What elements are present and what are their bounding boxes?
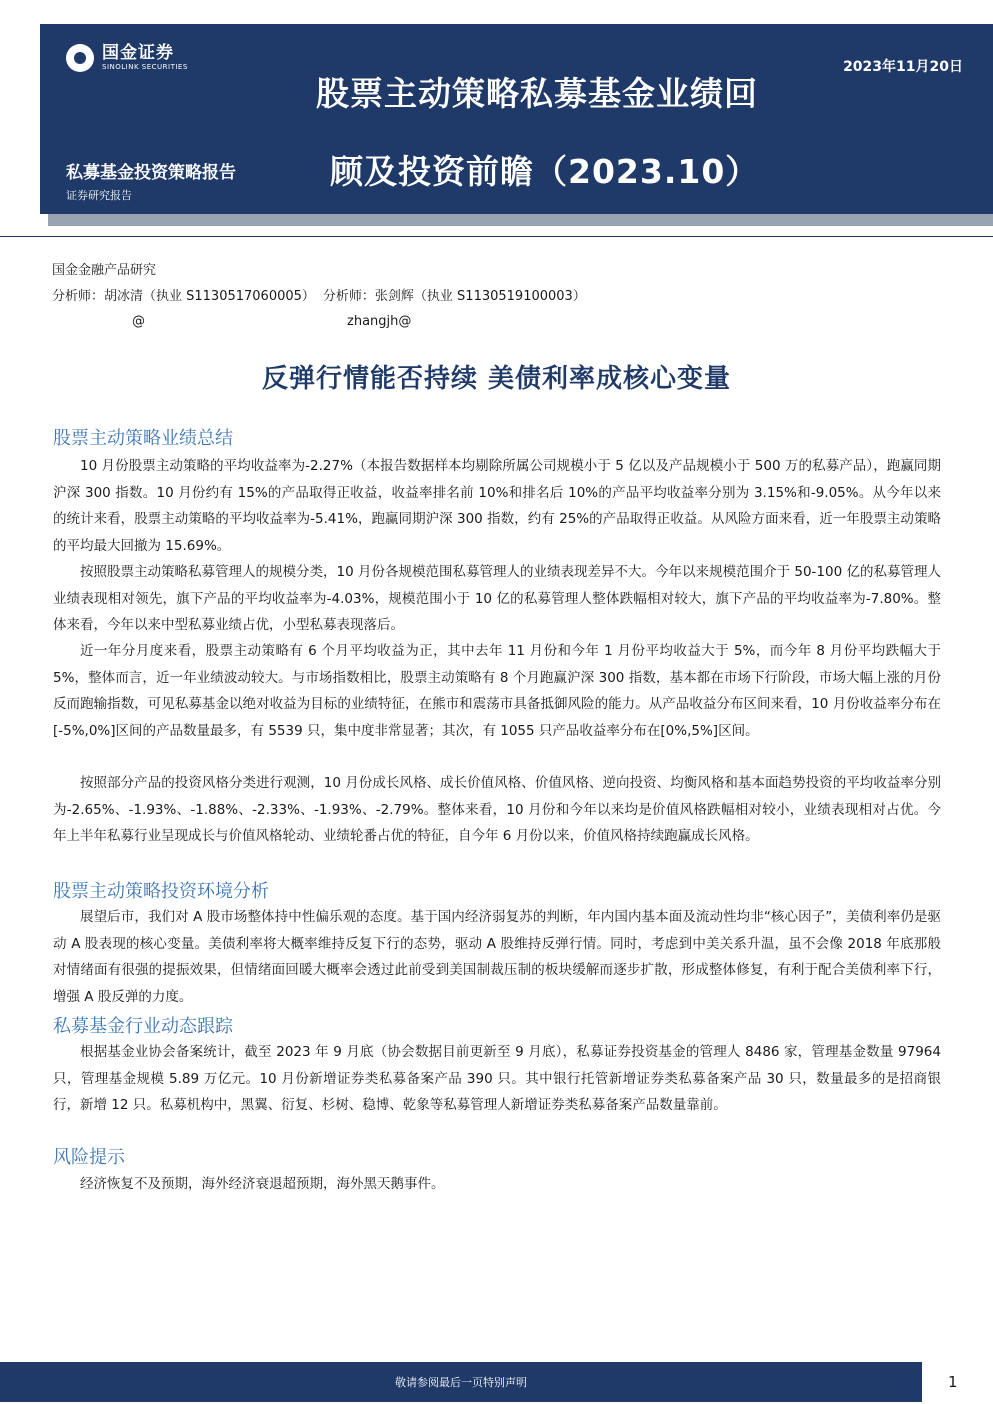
report-headline: 反弹行情能否持续 美债利率成核心变量: [261, 364, 732, 394]
section-title-risk: 风险提示: [53, 1147, 125, 1168]
logo-en-text: SINOLINK SECURITIES: [102, 63, 188, 71]
report-subcategory: 证券研究报告: [66, 189, 132, 202]
paragraph: 展望后市，我们对 A 股市场整体持中性偏乐观的态度。基于国内经济弱复苏的判断，年内国内基本面及流动性均非“核心因子”，美债利率仍是驱动 A 股表现的核心变量。美债利率将大概率维持反复下行的态势，驱动 A 股维持反弹行情。同时，考虑到中美关系升温，虽不会像 2018 年底那般对情绪面有很强的提振效果，但情绪面回暖大概率会透过此前受到美国制裁压制的板块缓解而逐步扩散，形成整体修复，有利于配合美债利率下行，增强 A 股反弹的力度。: [53, 909, 941, 1005]
company-logo: [66, 44, 188, 72]
analyst-line: [52, 285, 586, 304]
section-title-performance: 股票主动策略业绩总结: [53, 428, 233, 449]
section-title-environment: 股票主动策略投资环境分析: [53, 881, 269, 902]
paragraph: 10 月份股票主动策略的平均收益率为-2.27%（本报告数据样本均剔除所属公司规模小于 5 亿以及产品规模小于 500 万的私募产品），跑赢同期沪深 300 指数。10 月份约有 15%的产品取得正收益，收益率排名前 10%和排名后 10%的产品平均收益率分别为 3.15%和-9.05%。从今年以来的统计来看，股票主动策略的平均收益率为-5.41%，跑赢同期沪深 300 指数，约有 25%的产品取得正收益。从风险方面来看，近一年股票主动策略的平均最大回撤为 15.69%。: [53, 458, 941, 554]
paragraph: 经济恢复不及预期，海外经济衰退超预期，海外黑天鹅事件。: [80, 1176, 445, 1192]
analyst-1: 分析师：胡冰清（执业 S1130517060005）: [52, 289, 315, 304]
footer-disclaimer: 敬请参阅最后一页特别声明: [395, 1376, 527, 1389]
report-title-line1: 股票主动策略私募基金业绩回: [316, 74, 758, 113]
analyst-1-email[interactable]: @: [132, 314, 145, 329]
report-title-line2: 顾及投资前瞻（2023.10）: [330, 152, 760, 191]
page-number: 1: [948, 1373, 958, 1391]
paragraph: 近一年分月度来看，股票主动策略有 6 个月平均收益为正，其中去年 11 月份和今年 1 月份平均收益大于 5%，而今年 8 月份平均跌幅大于 5%，整体而言，近一年业绩波动较大。与市场指数相比，股票主动策略有 8 个月跑赢沪深 300 指数，基本都在市场下行阶段，市场大幅上涨的月份反而跑输指数，可见私募基金以绝对收益为目标的业绩特征，在熊市和震荡市具备抵御风险的能力。从产品收益分布区间来看，10 月份收益率分布在[-5%,0%]区间的产品数量最多，有 5539 只，集中度非常显著；其次，有 1055 只产品收益率分布在[0%,5%]区间。: [53, 643, 941, 739]
header-shadow: [48, 214, 993, 226]
section-title-industry: 私募基金行业动态跟踪: [53, 1016, 233, 1037]
paragraph: 按照部分产品的投资风格分类进行观测，10 月份成长风格、成长价值风格、价值风格、逆向投资、均衡风格和基本面趋势投资的平均收益率分别为-2.65%、-1.93%、-1.88%、-2.33%、-1.93%、-2.79%。整体来看，10 月份和今年以来均是价值风格跌幅相对较小，业绩表现相对占优。今年上半年私募行业呈现成长与价值风格轮动、业绩轮番占优的特征，自今年 6 月份以来，价值风格持续跑赢成长风格。: [53, 775, 941, 844]
analyst-2-email[interactable]: zhangjh@: [347, 314, 412, 329]
report-category: 私募基金投资策略报告: [66, 163, 236, 183]
header-divider: [0, 236, 993, 237]
analyst-2: 分析师：张剑辉（执业 S1130519100003）: [322, 289, 586, 304]
logo-cn-text: 国金证券: [102, 43, 174, 63]
logo-mark-icon: [66, 44, 94, 72]
report-date: 2023年11月20日: [843, 59, 963, 75]
paragraph: 根据基金业协会备案统计，截至 2023 年 9 月底（协会数据目前更新至 9 月底），私募证券投资基金的管理人 8486 家，管理基金数量 97964 只，管理基金规模 5.89 万亿元。10 月份新增证券类私募备案产品 390 只。其中银行托管新增证券类私募备案产品 30 只，数量最多的是招商银行，新增 12 只。私募机构中，黑翼、衍复、杉树、稳博、乾象等私募管理人新增证券类私募备案产品数量靠前。: [53, 1044, 941, 1113]
department: 国金金融产品研究: [52, 263, 157, 278]
paragraph: 按照股票主动策略私募管理人的规模分类，10 月份各规模范围私募管理人的业绩表现差异不大。今年以来规模范围介于 50-100 亿的私募管理人业绩表现相对领先，旗下产品的平均收益率为-4.03%，规模范围小于 10 亿的私募管理人整体跌幅相对较大，旗下产品的平均收益率为-7.80%。整体来看，今年以来中型私募业绩占优，小型私募表现落后。: [53, 564, 941, 633]
